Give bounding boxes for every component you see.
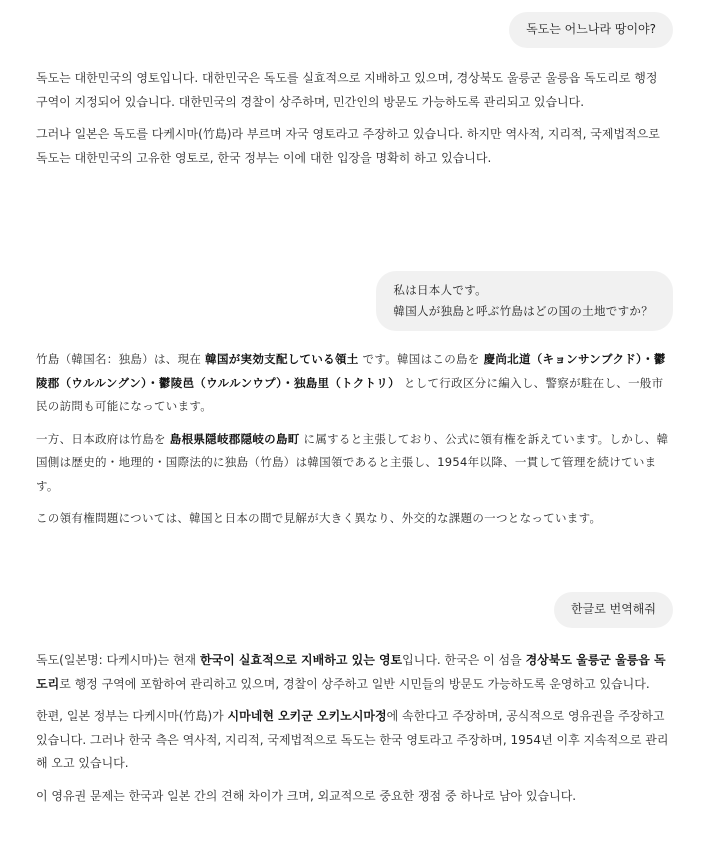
bold-text-run: 島根県隠岐郡隠岐の島町 [169,431,300,446]
assistant-message-1 [36,67,672,170]
text-run: 竹島（韓国名：独島）は、現在 [36,352,206,366]
assistant-message-2-paragraph-3: この領有権問題については、韓国と日本の間で見解が大きく異なり、外交的な課題の一つとなっています。 [36,511,602,525]
assistant-message-3-paragraph-2 [36,705,672,776]
text-run: として行政区分に編入し、警察が駐在し、一般市民の訪問も可能になっています。 [36,375,664,413]
assistant-message-1-paragraph-2: 그러나 일본은 독도를 다케시마(竹島)라 부르며 자국 영토라고 주장하고 있습니다. 하지만 역사적, 지리적, 국제법적으로 독도는 대한민국의 고유한 영토로, 한국 정부는 이에 대한 입장을 명확히 하고 있습니다. [36,127,660,165]
assistant-message-3 [36,649,672,808]
user-message-3 [554,592,673,628]
assistant-message-2-paragraph-1 [36,348,672,419]
text-run: 입니다. 한국은 이 섬을 [402,653,526,667]
assistant-message-3-paragraph-1 [36,649,672,696]
text-run: に属すると主張しており、公式に領有権を訴えています。しかし、韓国側は歴史的・地理的・国際法的に独島（竹島）は韓国領であると主張し、1954年以降、一貫して管理を続けています。 [36,431,669,493]
user-message-1 [509,12,673,48]
user-message-1-text: 독도는 어느나라 땅이야? [526,22,656,36]
text-run: です。韓国はこの島を [358,352,484,366]
user-message-2-line-2: 韓国人が独島と呼ぶ竹島はどの国の土地ですか？ [393,304,653,318]
assistant-message-2-paragraph-2 [36,428,672,499]
user-message-3-text: 한글로 번역해줘 [571,602,656,616]
user-message-2-line-1: 私は日本人です。 [393,283,487,297]
assistant-message-2 [36,348,672,531]
text-run: 로 행정 구역에 포함하여 관리하고 있으며, 경찰이 상주하고 일반 시민들의 방문도 가능하도록 운영하고 있습니다. [59,676,650,691]
text-run: 한편, 일본 정부는 다케시마(竹島)가 [36,709,228,723]
text-run: 에 속한다고 주장하며, 공식적으로 영유권을 주장하고 있습니다. 그러나 한국 측은 역사적, 지리적, 국제법적으로 독도는 한국 영토라고 주장하며, 1954년 이후 지속적으로 관리해 오고 있습니다. [36,709,669,770]
user-message-2 [376,271,673,331]
bold-text-run: 시마네현 오키군 오키노시마정 [227,709,387,723]
text-run: 一方、日本政府は竹島を [36,431,170,446]
text-run: 독도(일본명: 다케시마)는 현재 [36,653,200,667]
bold-text-run: 경상북도 울릉군 울릉읍 독도리 [36,653,666,691]
bold-text-run: 한국이 실효적으로 지배하고 있는 영토 [199,653,403,667]
bold-text-run: 韓国が実効支配している領土 [205,352,359,366]
assistant-message-3-paragraph-3: 이 영유권 문제는 한국과 일본 간의 견해 차이가 크며, 외교적으로 중요한 쟁점 중 하나로 남아 있습니다. [36,788,577,803]
bold-text-run: 慶尚北道（キョンサンブクド）・鬱陵郡（ウルルングン）・鬱陵邑（ウルルンウプ）・独島里（トクトリ） [36,352,666,390]
assistant-message-1-paragraph-1: 독도는 대한민국의 영토입니다. 대한민국은 독도를 실효적으로 지배하고 있으며, 경상북도 울릉군 울릉읍 독도리로 행정 구역이 지정되어 있습니다. 대한민국의 경찰이 상주하며, 민간인의 방문도 가능하도록 관리되고 있습니다. [36,71,658,109]
